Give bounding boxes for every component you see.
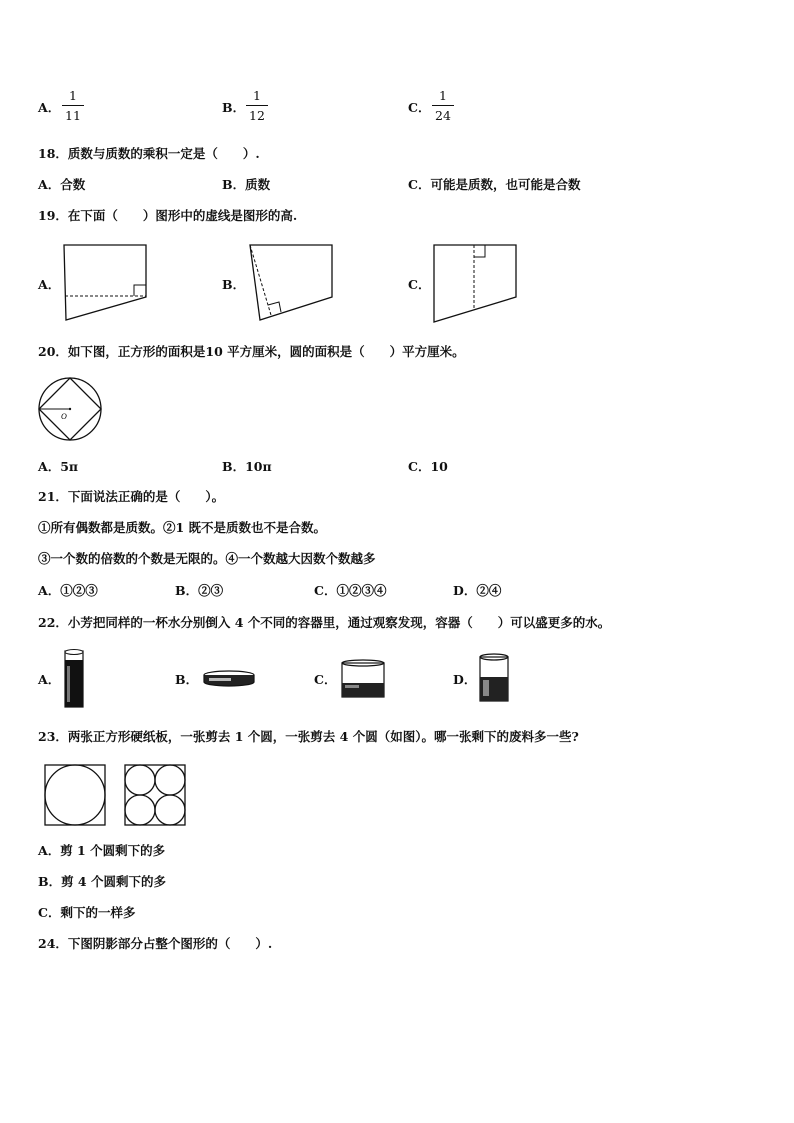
q23-question: 23．两张正方形硬纸板，一张剪去 1 个圆，一张剪去 4 个圆（如图）。哪一张剩下的废料多一些? — [38, 729, 579, 744]
q22-option-c: C． — [314, 672, 337, 687]
circle-center-label: O — [61, 412, 67, 421]
q17-option-c-fraction — [432, 88, 454, 123]
q19-option-c: C． — [408, 277, 431, 292]
q20-option-b: B．10π — [222, 459, 272, 474]
q19-figure-a — [60, 243, 152, 323]
q23-option-b: B．剪 4 个圆剩下的多 — [38, 874, 166, 889]
q20-option-a: A．5π — [38, 459, 79, 474]
q23-option-a: A．剪 1 个圆剩下的多 — [38, 843, 166, 858]
q20-circle-square-figure — [37, 376, 103, 442]
q19-figure-c — [432, 243, 524, 325]
q21-statement-1-2: ①所有偶数都是质数。②1 既不是质数也不是合数。 — [38, 520, 327, 535]
q22-container-a-tall-narrow — [62, 648, 86, 710]
q21-statement-3-4: ③一个数的倍数的个数是无限的。④一个数越大因数个数越多 — [38, 551, 376, 566]
q21-option-b: B．②③ — [175, 583, 224, 598]
q17-option-b-fraction — [246, 88, 268, 123]
numerator: 1 — [439, 88, 447, 103]
q19-question: 19．在下面（ ）图形中的虚线是图形的高. — [38, 208, 298, 223]
q19-option-a: A． — [38, 277, 61, 292]
q24-question: 24．下图阴影部分占整个图形的（ ）. — [38, 936, 273, 951]
q19-option-b: B． — [222, 277, 246, 292]
q19-figure-b — [244, 243, 336, 323]
q18-option-a: A．合数 — [38, 177, 86, 192]
q17-option-a-fraction — [62, 88, 84, 123]
q23-square-four-circles — [124, 764, 188, 826]
numerator: 1 — [69, 88, 77, 103]
q18-option-c: C．可能是质数，也可能是合数 — [408, 177, 581, 192]
q23-square-one-circle — [44, 764, 108, 826]
q22-option-b: B． — [175, 672, 199, 687]
q20-option-c: C．10 — [408, 459, 448, 474]
q22-question: 22．小芳把同样的一杯水分别倒入 4 个不同的容器里，通过观察发现，容器（ ）可以盛更多的水。 — [38, 615, 611, 630]
q17-option-b-label: B． — [222, 100, 246, 115]
q22-container-c-wide — [338, 658, 388, 702]
q22-container-b-flat-wide — [201, 668, 257, 692]
q17-option-c-label: C． — [408, 100, 431, 115]
q21-option-d: D．②④ — [453, 583, 502, 598]
denominator: 24 — [435, 108, 451, 123]
q21-question: 21．下面说法正确的是（ ）。 — [38, 489, 225, 504]
q22-option-a: A． — [38, 672, 61, 687]
q21-option-a: A．①②③ — [38, 583, 98, 598]
numerator: 1 — [253, 88, 261, 103]
q18-question: 18．质数与质数的乘积一定是（ ）. — [38, 146, 260, 161]
q17-option-a-label: A． — [38, 100, 61, 115]
q21-option-c: C．①②③④ — [314, 583, 387, 598]
q22-container-d-medium — [477, 652, 511, 704]
q22-option-d: D． — [453, 672, 477, 687]
denominator: 12 — [249, 108, 265, 123]
q20-question: 20．如下图，正方形的面积是10 平方厘米，圆的面积是（ ）平方厘米。 — [38, 344, 465, 359]
q23-option-c: C．剩下的一样多 — [38, 905, 136, 920]
denominator: 11 — [65, 108, 81, 123]
q18-option-b: B．质数 — [222, 177, 271, 192]
